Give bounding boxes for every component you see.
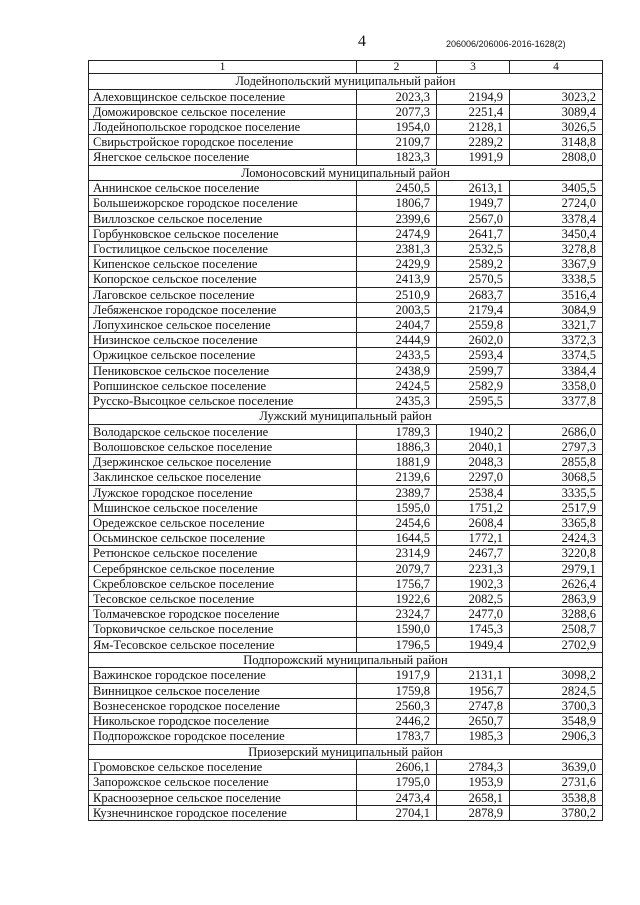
value-cell-col-2: 2510,9 xyxy=(357,287,437,302)
table-row xyxy=(89,211,603,226)
settlement-name-cell: Толмачевское городское поселение xyxy=(89,607,357,622)
settlement-name-cell: Алеховщинское сельское поселение xyxy=(89,89,357,104)
value-cell-col-2: 1789,3 xyxy=(357,424,437,439)
value-cell-col-4: 2855,8 xyxy=(510,455,603,470)
value-cell-col-2: 2324,7 xyxy=(357,607,437,622)
value-cell-col-2: 1922,6 xyxy=(357,592,437,607)
value-cell-col-3: 2128,1 xyxy=(437,120,510,135)
table-row xyxy=(89,760,603,775)
settlement-name-cell: Важинское городское поселение xyxy=(89,668,357,683)
settlement-name-cell: Свирьстройское городское поселение xyxy=(89,135,357,150)
region-header-row xyxy=(89,74,603,90)
settlement-name-cell: Запорожское сельское поселение xyxy=(89,775,357,790)
settlement-name-cell: Копорское сельское поселение xyxy=(89,272,357,287)
table-row xyxy=(89,272,603,287)
table-row xyxy=(89,561,603,576)
value-cell-col-4: 3148,8 xyxy=(510,135,603,150)
settlement-name-cell: Оржицкое сельское поселение xyxy=(89,348,357,363)
value-cell-col-2: 1595,0 xyxy=(357,500,437,515)
value-cell-col-4: 3321,7 xyxy=(510,318,603,333)
value-cell-col-2: 1917,9 xyxy=(357,668,437,683)
settlement-name-cell: Аннинское сельское поселение xyxy=(89,181,357,196)
value-cell-col-3: 1956,7 xyxy=(437,683,510,698)
table-row xyxy=(89,592,603,607)
table-row xyxy=(89,576,603,591)
value-cell-col-2: 2454,6 xyxy=(357,516,437,531)
table-row xyxy=(89,242,603,257)
table-row xyxy=(89,455,603,470)
settlement-name-cell: Янегское сельское поселение xyxy=(89,150,357,165)
value-cell-col-2: 1795,0 xyxy=(357,775,437,790)
value-cell-col-2: 2473,4 xyxy=(357,790,437,805)
value-cell-col-3: 2589,2 xyxy=(437,257,510,272)
value-cell-col-2: 2109,7 xyxy=(357,135,437,150)
value-cell-col-2: 1886,3 xyxy=(357,440,437,455)
value-cell-col-2: 1783,7 xyxy=(357,729,437,744)
settlement-name-cell: Большеижорское городское поселение xyxy=(89,196,357,211)
table-row xyxy=(89,394,603,409)
settlement-name-cell: Ропшинское сельское поселение xyxy=(89,378,357,393)
value-cell-col-3: 2179,4 xyxy=(437,302,510,317)
value-cell-col-4: 3023,2 xyxy=(510,89,603,104)
settlement-name-cell: Доможировское сельское поселение xyxy=(89,104,357,119)
value-cell-col-4: 3405,5 xyxy=(510,181,603,196)
table-row xyxy=(89,363,603,378)
table-row xyxy=(89,318,603,333)
value-cell-col-2: 1590,0 xyxy=(357,622,437,637)
table-row xyxy=(89,333,603,348)
value-cell-col-4: 2517,9 xyxy=(510,500,603,515)
settlement-name-cell: Володарское сельское поселение xyxy=(89,424,357,439)
value-cell-col-2: 2023,3 xyxy=(357,89,437,104)
document-id: 206006/206006-2016-1628(2) xyxy=(446,39,566,49)
value-cell-col-2: 2424,5 xyxy=(357,378,437,393)
value-cell-col-3: 2650,7 xyxy=(437,714,510,729)
value-cell-col-3: 2082,5 xyxy=(437,592,510,607)
value-cell-col-3: 2477,0 xyxy=(437,607,510,622)
table-row xyxy=(89,302,603,317)
table-row xyxy=(89,622,603,637)
table-row xyxy=(89,607,603,622)
value-cell-col-4: 3377,8 xyxy=(510,394,603,409)
value-cell-col-4: 3548,9 xyxy=(510,714,603,729)
value-cell-col-4: 2863,9 xyxy=(510,592,603,607)
value-cell-col-3: 2532,5 xyxy=(437,242,510,257)
value-cell-col-2: 1644,5 xyxy=(357,531,437,546)
value-cell-col-2: 2079,7 xyxy=(357,561,437,576)
value-cell-col-4: 2808,0 xyxy=(510,150,603,165)
value-cell-col-4: 2626,4 xyxy=(510,576,603,591)
value-cell-col-2: 1759,8 xyxy=(357,683,437,698)
settlement-name-cell: Серебрянское сельское поселение xyxy=(89,561,357,576)
settlement-name-cell: Дзержинское сельское поселение xyxy=(89,455,357,470)
value-cell-col-3: 2194,9 xyxy=(437,89,510,104)
value-cell-col-2: 1806,7 xyxy=(357,196,437,211)
value-cell-col-3: 2683,7 xyxy=(437,287,510,302)
value-cell-col-3: 2747,8 xyxy=(437,698,510,713)
value-cell-col-4: 3068,5 xyxy=(510,470,603,485)
value-cell-col-3: 2595,5 xyxy=(437,394,510,409)
value-cell-col-3: 1949,4 xyxy=(437,637,510,652)
value-cell-col-4: 3538,8 xyxy=(510,790,603,805)
table-row xyxy=(89,104,603,119)
settlement-name-cell: Лаговское сельское поселение xyxy=(89,287,357,302)
table-row xyxy=(89,226,603,241)
settlement-name-cell: Пениковское сельское поселение xyxy=(89,363,357,378)
header-cell-4: 4 xyxy=(510,61,603,74)
settlement-name-cell: Мшинское сельское поселение xyxy=(89,500,357,515)
value-cell-col-3: 2608,4 xyxy=(437,516,510,531)
value-cell-col-4: 3639,0 xyxy=(510,760,603,775)
value-cell-col-3: 2538,4 xyxy=(437,485,510,500)
region-header-row xyxy=(89,744,603,760)
settlement-name-cell: Подпорожское городское поселение xyxy=(89,729,357,744)
value-cell-col-3: 2131,1 xyxy=(437,668,510,683)
value-cell-col-3: 2582,9 xyxy=(437,378,510,393)
table-row xyxy=(89,668,603,683)
value-cell-col-3: 1949,7 xyxy=(437,196,510,211)
settlement-name-cell: Ям-Тесовское сельское поселение xyxy=(89,637,357,652)
table-row xyxy=(89,470,603,485)
value-cell-col-2: 1881,9 xyxy=(357,455,437,470)
value-cell-col-4: 3338,5 xyxy=(510,272,603,287)
table-row xyxy=(89,546,603,561)
value-cell-col-3: 2658,1 xyxy=(437,790,510,805)
value-cell-col-2: 2404,7 xyxy=(357,318,437,333)
value-cell-col-4: 3278,8 xyxy=(510,242,603,257)
header-cell-3: 3 xyxy=(437,61,510,74)
value-cell-col-3: 2289,2 xyxy=(437,135,510,150)
settlement-name-cell: Ретюнское сельское поселение xyxy=(89,546,357,561)
value-cell-col-3: 2567,0 xyxy=(437,211,510,226)
settlement-name-cell: Скребловское сельское поселение xyxy=(89,576,357,591)
value-cell-col-2: 2450,5 xyxy=(357,181,437,196)
settlement-name-cell: Горбунковское сельское поселение xyxy=(89,226,357,241)
value-cell-col-3: 2641,7 xyxy=(437,226,510,241)
settlement-name-cell: Никольское городское поселение xyxy=(89,714,357,729)
table-row xyxy=(89,805,603,820)
header-cell-2: 2 xyxy=(357,61,437,74)
value-cell-col-2: 2077,3 xyxy=(357,104,437,119)
settlement-name-cell: Вознесенское городское поселение xyxy=(89,698,357,713)
value-cell-col-4: 3026,5 xyxy=(510,120,603,135)
table-row xyxy=(89,729,603,744)
value-cell-col-3: 2467,7 xyxy=(437,546,510,561)
region-title: Подпорожский муниципальный район xyxy=(89,652,603,668)
settlement-name-cell: Кузнечнинское городское поселение xyxy=(89,805,357,820)
value-cell-col-3: 2613,1 xyxy=(437,181,510,196)
settlement-name-cell: Волошовское сельское поселение xyxy=(89,440,357,455)
value-cell-col-4: 3450,4 xyxy=(510,226,603,241)
value-cell-col-3: 2251,4 xyxy=(437,104,510,119)
value-cell-col-4: 3365,8 xyxy=(510,516,603,531)
value-cell-col-4: 2686,0 xyxy=(510,424,603,439)
value-cell-col-4: 2424,3 xyxy=(510,531,603,546)
settlement-name-cell: Низинское сельское поселение xyxy=(89,333,357,348)
region-title: Приозерский муниципальный район xyxy=(89,744,603,760)
settlement-name-cell: Торковичское сельское поселение xyxy=(89,622,357,637)
region-title: Ломоносовский муниципальный район xyxy=(89,165,603,181)
settlement-name-cell: Оредежское сельское поселение xyxy=(89,516,357,531)
value-cell-col-3: 1953,9 xyxy=(437,775,510,790)
table-row xyxy=(89,531,603,546)
region-header-row xyxy=(89,409,603,425)
table-row xyxy=(89,790,603,805)
settlement-name-cell: Тесовское сельское поселение xyxy=(89,592,357,607)
value-cell-col-2: 2381,3 xyxy=(357,242,437,257)
value-cell-col-3: 1751,2 xyxy=(437,500,510,515)
region-header-row xyxy=(89,652,603,668)
value-cell-col-3: 2784,3 xyxy=(437,760,510,775)
table-row xyxy=(89,714,603,729)
table-row xyxy=(89,378,603,393)
settlement-name-cell: Лопухинское сельское поселение xyxy=(89,318,357,333)
value-cell-col-2: 2139,6 xyxy=(357,470,437,485)
settlement-name-cell: Лодейнопольское городское поселение xyxy=(89,120,357,135)
value-cell-col-3: 1745,3 xyxy=(437,622,510,637)
value-cell-col-2: 2429,9 xyxy=(357,257,437,272)
table-row xyxy=(89,287,603,302)
value-cell-col-2: 2433,5 xyxy=(357,348,437,363)
settlement-name-cell: Гостилицкое сельское поселение xyxy=(89,242,357,257)
settlement-name-cell: Осьминское сельское поселение xyxy=(89,531,357,546)
value-cell-col-3: 2040,1 xyxy=(437,440,510,455)
value-cell-col-2: 2474,9 xyxy=(357,226,437,241)
table-row xyxy=(89,637,603,652)
value-cell-col-4: 3516,4 xyxy=(510,287,603,302)
value-cell-col-4: 3374,5 xyxy=(510,348,603,363)
value-cell-col-3: 2602,0 xyxy=(437,333,510,348)
table-row xyxy=(89,150,603,165)
value-cell-col-4: 2906,3 xyxy=(510,729,603,744)
value-cell-col-4: 3700,3 xyxy=(510,698,603,713)
value-cell-col-2: 2314,9 xyxy=(357,546,437,561)
value-cell-col-4: 3372,3 xyxy=(510,333,603,348)
value-cell-col-4: 3367,9 xyxy=(510,257,603,272)
value-cell-col-3: 2231,3 xyxy=(437,561,510,576)
settlement-name-cell: Кипенское сельское поселение xyxy=(89,257,357,272)
value-cell-col-2: 2389,7 xyxy=(357,485,437,500)
table-row xyxy=(89,120,603,135)
value-cell-col-4: 3288,6 xyxy=(510,607,603,622)
region-header-row xyxy=(89,165,603,181)
value-cell-col-3: 1902,3 xyxy=(437,576,510,591)
settlement-name-cell: Заклинское сельское поселение xyxy=(89,470,357,485)
value-cell-col-3: 2570,5 xyxy=(437,272,510,287)
settlement-name-cell: Красноозерное сельское поселение xyxy=(89,790,357,805)
value-cell-col-4: 3358,0 xyxy=(510,378,603,393)
table-row xyxy=(89,135,603,150)
value-cell-col-2: 1756,7 xyxy=(357,576,437,591)
value-cell-col-4: 3335,5 xyxy=(510,485,603,500)
value-cell-col-4: 2731,6 xyxy=(510,775,603,790)
value-cell-col-4: 3220,8 xyxy=(510,546,603,561)
table-row xyxy=(89,348,603,363)
value-cell-col-3: 2559,8 xyxy=(437,318,510,333)
value-cell-col-4: 3780,2 xyxy=(510,805,603,820)
settlement-name-cell: Виллозское сельское поселение xyxy=(89,211,357,226)
table-row xyxy=(89,516,603,531)
table-row xyxy=(89,196,603,211)
value-cell-col-4: 2702,9 xyxy=(510,637,603,652)
value-cell-col-2: 2413,9 xyxy=(357,272,437,287)
value-cell-col-4: 2797,3 xyxy=(510,440,603,455)
value-cell-col-3: 1991,9 xyxy=(437,150,510,165)
value-cell-col-2: 2606,1 xyxy=(357,760,437,775)
value-cell-col-2: 2444,9 xyxy=(357,333,437,348)
value-cell-col-2: 1796,5 xyxy=(357,637,437,652)
value-cell-col-4: 2979,1 xyxy=(510,561,603,576)
page-number: 4 xyxy=(358,33,366,50)
value-cell-col-4: 3098,2 xyxy=(510,668,603,683)
value-cell-col-3: 2593,4 xyxy=(437,348,510,363)
value-cell-col-3: 1772,1 xyxy=(437,531,510,546)
region-title: Лужский муниципальный район xyxy=(89,409,603,425)
value-cell-col-4: 3378,4 xyxy=(510,211,603,226)
settlement-name-cell: Лебяженское городское поселение xyxy=(89,302,357,317)
table-row xyxy=(89,698,603,713)
value-cell-col-2: 2003,5 xyxy=(357,302,437,317)
settlement-name-cell: Лужское городское поселение xyxy=(89,485,357,500)
region-title: Лодейнопольский муниципальный район xyxy=(89,74,603,90)
header-row xyxy=(89,61,603,74)
table-row xyxy=(89,683,603,698)
table-row xyxy=(89,181,603,196)
value-cell-col-3: 1940,2 xyxy=(437,424,510,439)
value-cell-col-3: 2878,9 xyxy=(437,805,510,820)
value-cell-col-2: 2446,2 xyxy=(357,714,437,729)
value-cell-col-4: 3089,4 xyxy=(510,104,603,119)
table-row xyxy=(89,89,603,104)
table-row xyxy=(89,500,603,515)
value-cell-col-3: 2048,3 xyxy=(437,455,510,470)
value-cell-col-2: 1823,3 xyxy=(357,150,437,165)
value-cell-col-4: 3084,9 xyxy=(510,302,603,317)
value-cell-col-3: 2297,0 xyxy=(437,470,510,485)
value-cell-col-4: 2508,7 xyxy=(510,622,603,637)
settlement-name-cell: Громовское сельское поселение xyxy=(89,760,357,775)
data-table xyxy=(88,60,603,821)
settlement-name-cell: Винницкое сельское поселение xyxy=(89,683,357,698)
settlement-name-cell: Русско-Высоцкое сельское поселение xyxy=(89,394,357,409)
value-cell-col-2: 1954,0 xyxy=(357,120,437,135)
table-row xyxy=(89,485,603,500)
value-cell-col-2: 2560,3 xyxy=(357,698,437,713)
value-cell-col-3: 2599,7 xyxy=(437,363,510,378)
value-cell-col-4: 2724,0 xyxy=(510,196,603,211)
table-row xyxy=(89,440,603,455)
table-row xyxy=(89,775,603,790)
table-row xyxy=(89,257,603,272)
table-body xyxy=(89,74,603,821)
value-cell-col-4: 3384,4 xyxy=(510,363,603,378)
header-cell-1: 1 xyxy=(89,61,357,74)
value-cell-col-4: 2824,5 xyxy=(510,683,603,698)
value-cell-col-2: 2399,6 xyxy=(357,211,437,226)
value-cell-col-2: 2438,9 xyxy=(357,363,437,378)
table-row xyxy=(89,424,603,439)
value-cell-col-2: 2704,1 xyxy=(357,805,437,820)
value-cell-col-2: 2435,3 xyxy=(357,394,437,409)
value-cell-col-3: 1985,3 xyxy=(437,729,510,744)
